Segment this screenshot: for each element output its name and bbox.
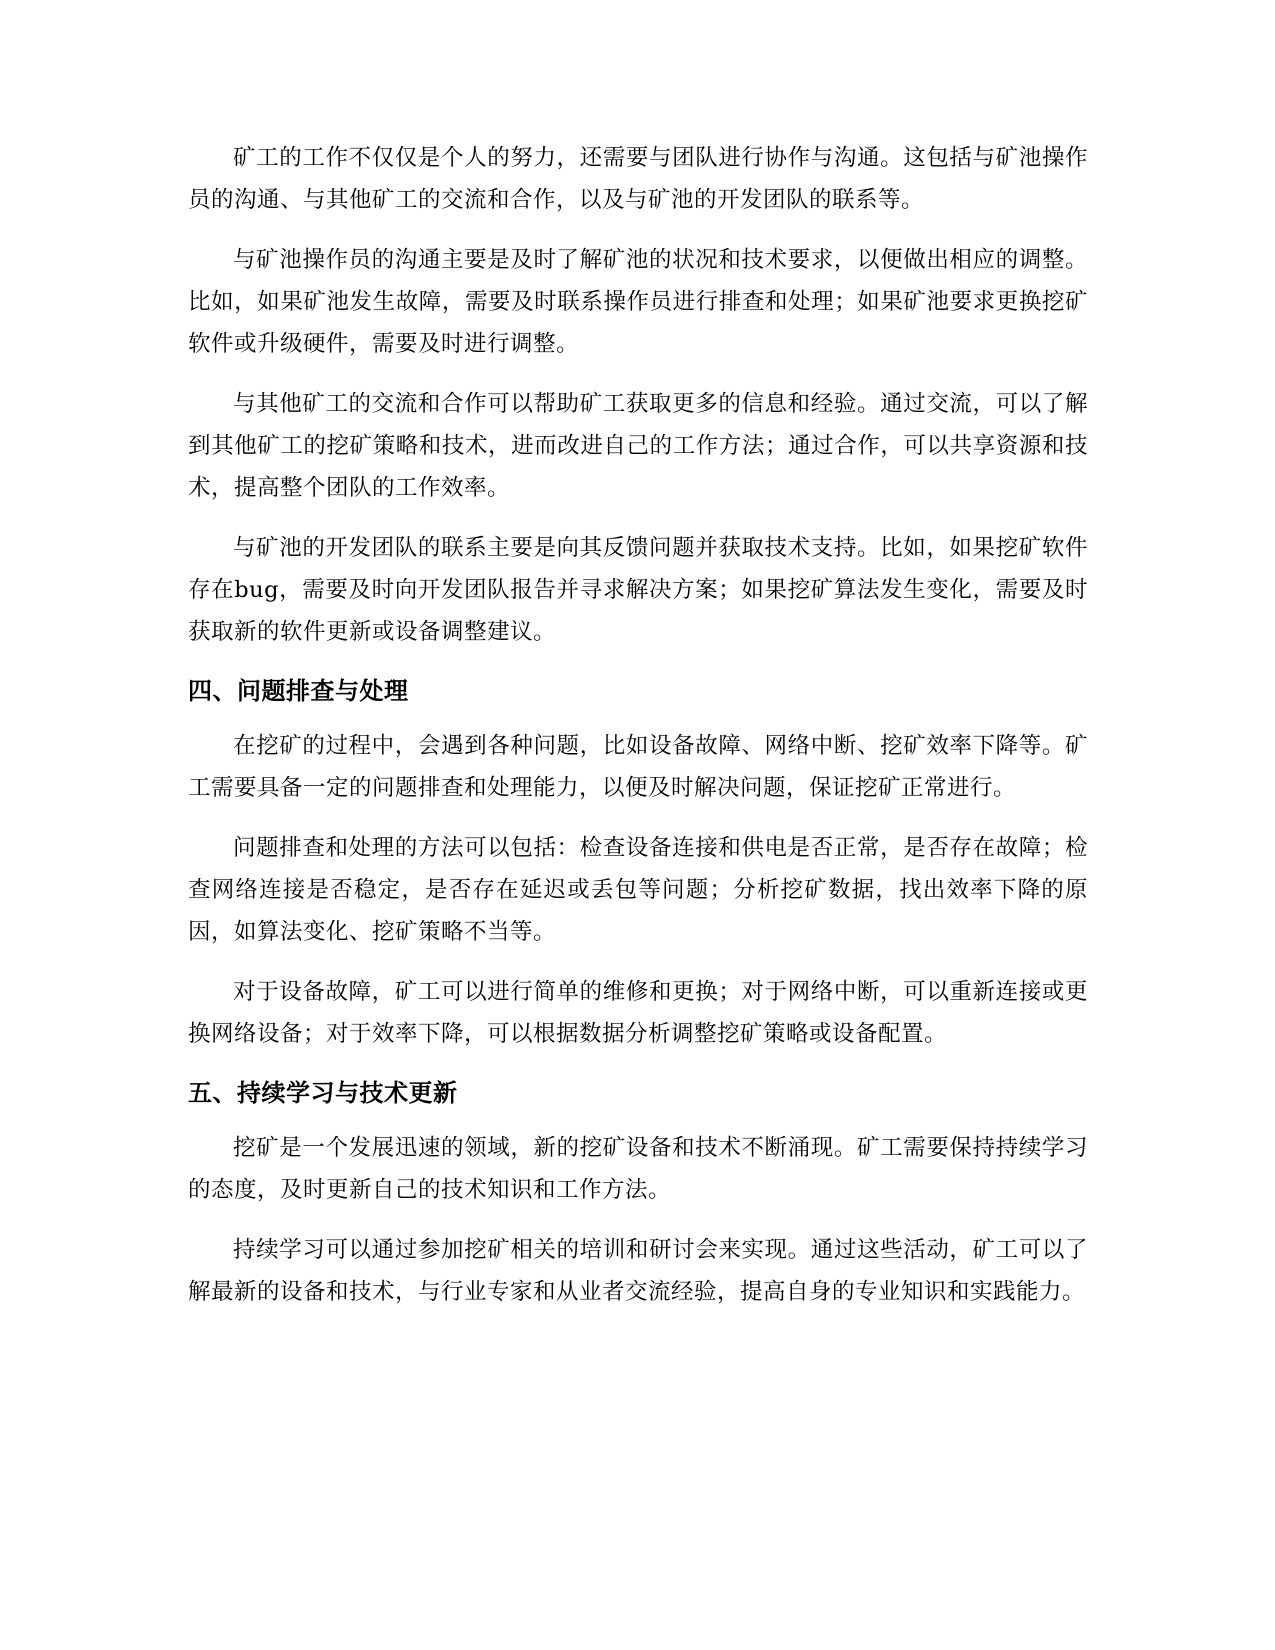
- paragraph-troubleshooting-methods: 问题排查和处理的方法可以包括：检查设备连接和供电是否正常，是否存在故障；检查网络连接是否稳定，是否存在延迟或丢包等问题；分析挖矿数据，找出效率下降的原因，如算法变化、挖矿策略不当等。: [188, 835, 1088, 945]
- paragraph-learning-methods: 持续学习可以通过参加挖矿相关的培训和研讨会来实现。通过这些活动，矿工可以了解最新的设备和技术，与行业专家和从业者交流经验，提高自身的专业知识和实践能力。: [188, 1237, 1088, 1305]
- section-heading-troubleshooting: 四、问题排查与处理: [188, 677, 409, 705]
- document-body: [188, 137, 1088, 1331]
- paragraph-pool-operator: 与矿池操作员的沟通主要是及时了解矿池的状况和技术要求，以便做出相应的调整。比如，如果矿池发生故障，需要及时联系操作员进行排查和处理；如果矿池要求更换挖矿软件或升级硬件，需要及时进行调整。: [188, 247, 1088, 357]
- paragraph-other-miners: 与其他矿工的交流和合作可以帮助矿工获取更多的信息和经验。通过交流，可以了解到其他矿工的挖矿策略和技术，进而改进自己的工作方法；通过合作，可以共享资源和技术，提高整个团队的工作效率。: [188, 391, 1088, 501]
- section-heading-continuous-learning: 五、持续学习与技术更新: [188, 1079, 458, 1107]
- paragraph-learning-intro: 挖矿是一个发展迅速的领域，新的挖矿设备和技术不断涌现。矿工需要保持持续学习的态度，及时更新自己的技术知识和工作方法。: [188, 1135, 1088, 1203]
- paragraph-troubleshooting-intro: 在挖矿的过程中，会遇到各种问题，比如设备故障、网络中断、挖矿效率下降等。矿工需要具备一定的问题排查和处理能力，以便及时解决问题，保证挖矿正常进行。: [188, 733, 1088, 801]
- paragraph-troubleshooting-actions: 对于设备故障，矿工可以进行简单的维修和更换；对于网络中断，可以重新连接或更换网络设备；对于效率下降，可以根据数据分析调整挖矿策略或设备配置。: [188, 979, 1088, 1047]
- paragraph-dev-team: 与矿池的开发团队的联系主要是向其反馈问题并获取技术支持。比如，如果挖矿软件存在bug，需要及时向开发团队报告并寻求解决方案；如果挖矿算法发生变化，需要及时获取新的软件更新或设备调整建议。: [188, 535, 1088, 645]
- paragraph-teamwork-intro: 矿工的工作不仅仅是个人的努力，还需要与团队进行协作与沟通。这包括与矿池操作员的沟通、与其他矿工的交流和合作，以及与矿池的开发团队的联系等。: [188, 145, 1088, 213]
